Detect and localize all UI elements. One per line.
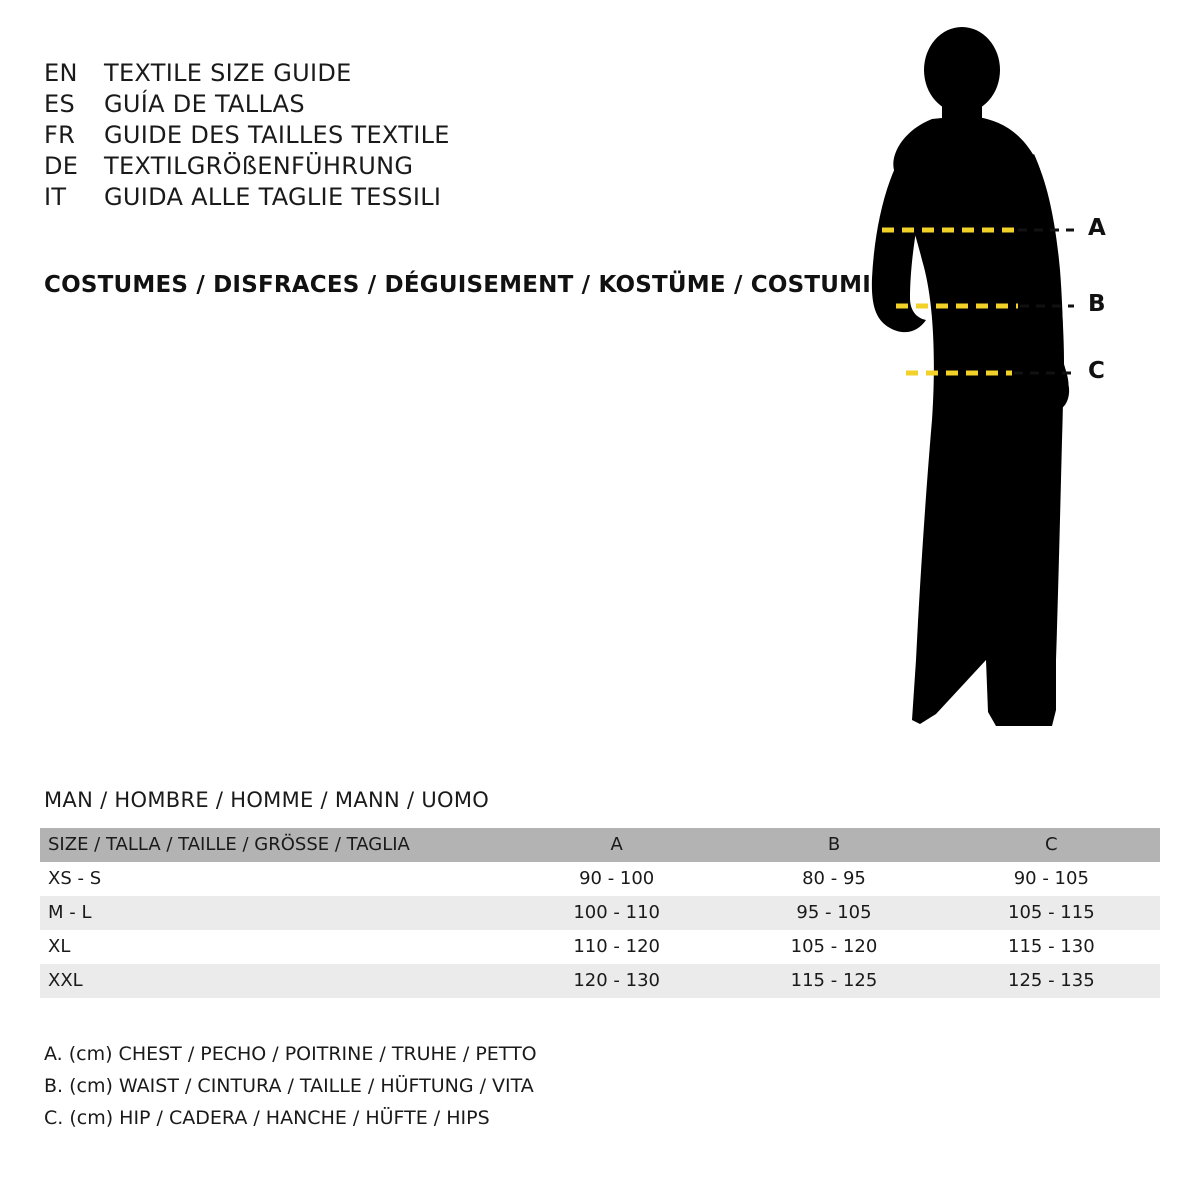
cell-b: 105 - 120 [790,936,878,957]
cell-c: 105 - 115 [1008,902,1095,923]
measure-label-b: B [1088,291,1106,317]
table-header-row [40,828,1160,862]
cell-a: 100 - 110 [573,902,660,923]
cell-c: 115 - 130 [1008,936,1095,957]
body-figure [820,20,1180,750]
cell-c: 90 - 105 [1013,868,1089,889]
category-line: COSTUMES / DISFRACES / DÉGUISEMENT / KOSTÜME / COSTUMI [44,272,871,298]
language-code: FR [44,121,76,149]
measurement-legend [44,1038,537,1134]
cell-size: XXL [48,970,83,991]
cell-size: XS - S [48,868,102,889]
language-code: ES [44,90,75,118]
table-header-b: B [827,834,841,855]
language-code: EN [44,59,78,87]
language-row [44,58,804,89]
cell-size: M - L [48,902,92,923]
table-row [40,964,1160,998]
measure-label-a: A [1088,215,1106,241]
language-code: DE [44,152,79,180]
table-row [40,862,1160,896]
language-title-list [44,58,804,213]
table-row [40,930,1160,964]
language-title: GUÍA DE TALLAS [104,90,305,118]
cell-size: XL [48,936,71,957]
legend-b: B. (cm) WAIST / CINTURA / TAILLE / HÜFTUNG / VITA [44,1075,534,1097]
language-code: IT [44,183,67,211]
cell-a: 120 - 130 [573,970,660,991]
cell-a: 110 - 120 [573,936,660,957]
cell-b: 80 - 95 [802,868,866,889]
table-row [40,896,1160,930]
table-header-c: C [1045,834,1058,855]
silhouette-icon [820,20,1180,750]
language-title: TEXTILGRÖßENFÜHRUNG [104,152,414,180]
cell-a: 90 - 100 [579,868,655,889]
language-title: GUIDE DES TAILLES TEXTILE [104,121,450,149]
table-header-size: SIZE / TALLA / TAILLE / GRÖSSE / TAGLIA [48,834,410,855]
language-row [44,182,804,213]
language-row [44,89,804,120]
language-title: TEXTILE SIZE GUIDE [104,59,352,87]
size-table [40,828,1160,998]
cell-c: 125 - 135 [1008,970,1095,991]
legend-a: A. (cm) CHEST / PECHO / POITRINE / TRUHE / PETTO [44,1043,537,1065]
table-title: MAN / HOMBRE / HOMME / MANN / UOMO [44,788,490,812]
cell-b: 95 - 105 [796,902,872,923]
table-header-a: A [610,834,623,855]
language-title: GUIDA ALLE TAGLIE TESSILI [104,183,442,211]
cell-b: 115 - 125 [790,970,878,991]
language-row [44,151,804,182]
language-row [44,120,804,151]
measure-label-c: C [1088,358,1105,384]
legend-c: C. (cm) HIP / CADERA / HANCHE / HÜFTE / HIPS [44,1107,490,1129]
